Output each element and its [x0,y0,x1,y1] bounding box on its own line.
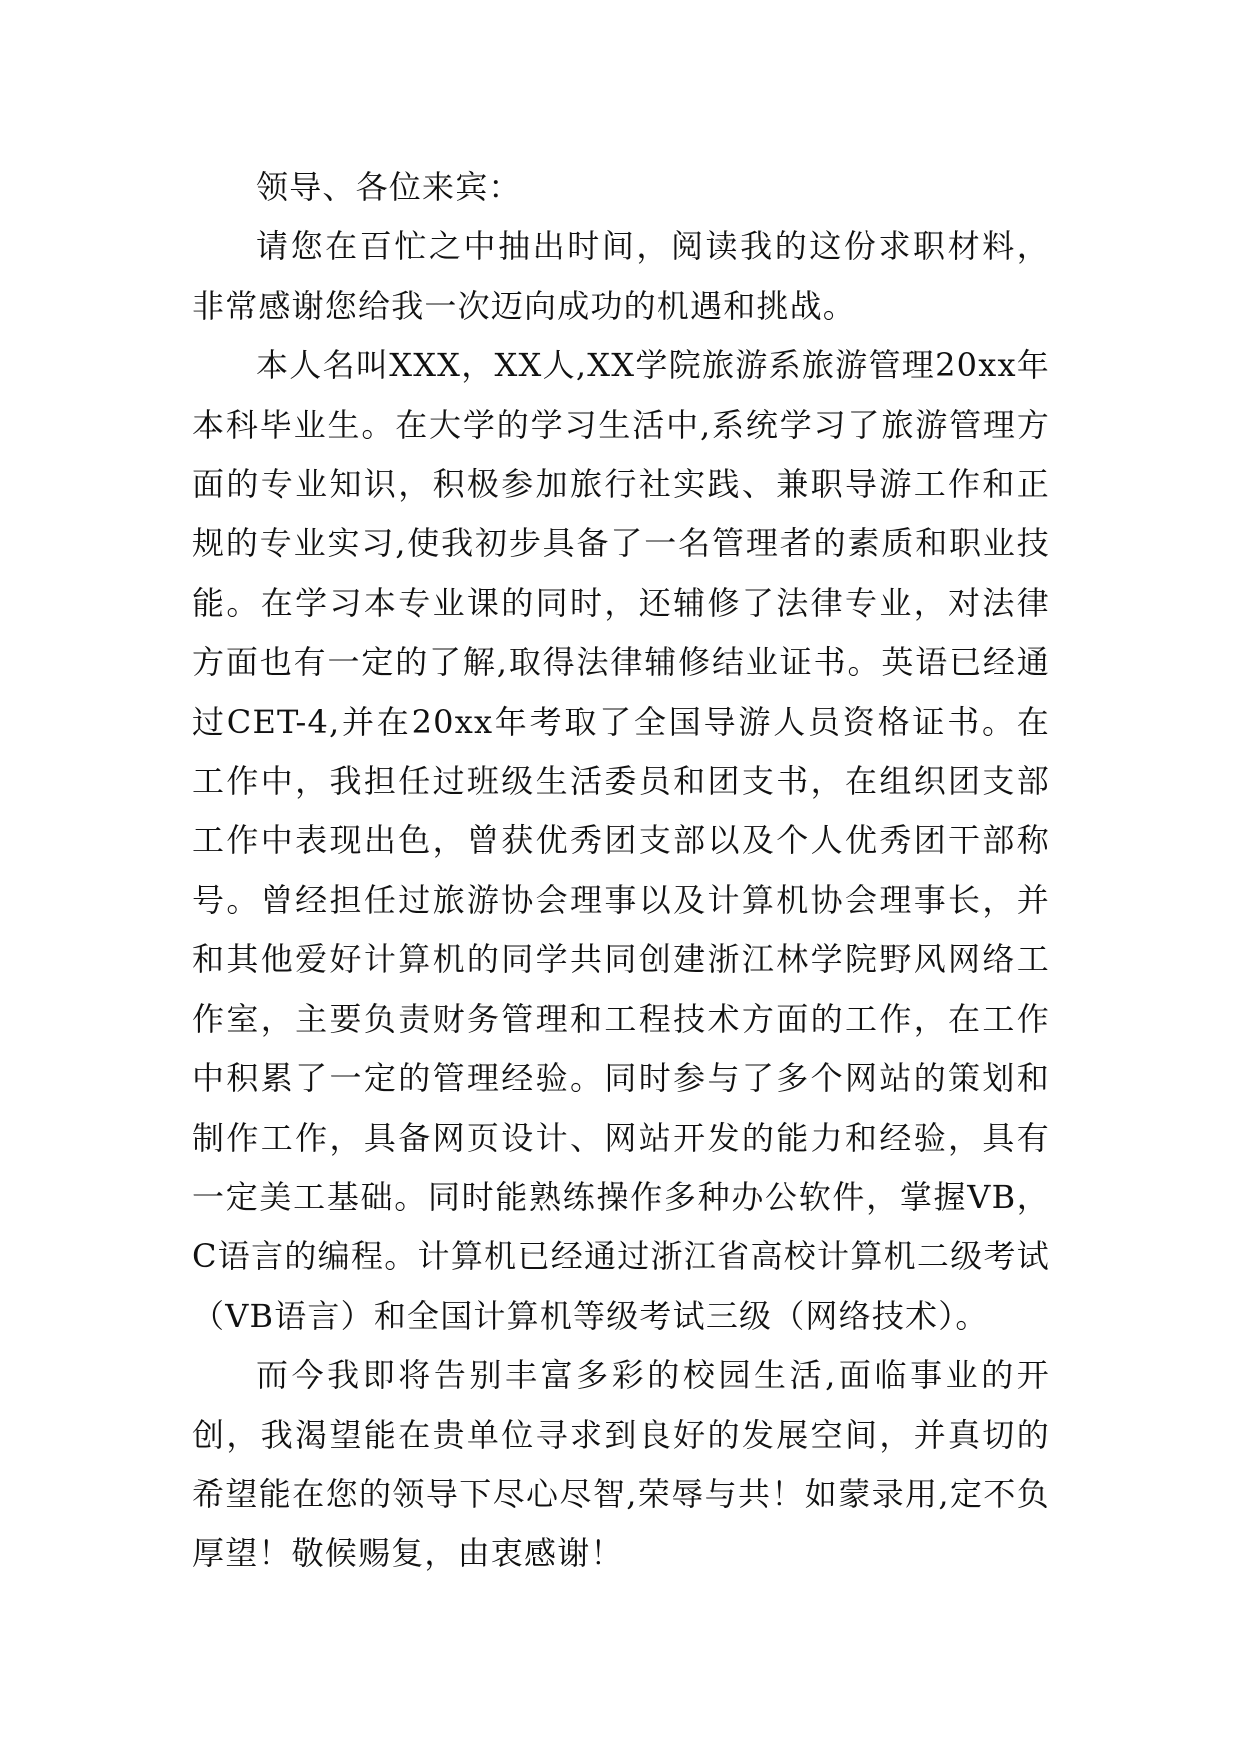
paragraph-closing: 而今我即将告别丰富多彩的校园生活,面临事业的开创，我渴望能在贵单位寻求到良好的发展空间，并真切的希望能在您的领导下尽心尽智,荣辱与共！如蒙录用,定不负厚望！敬候赐复，由衷感谢！ [192,1356,1050,1573]
paragraph-gratitude: 请您在百忙之中抽出时间，阅读我的这份求职材料，非常感谢您给我一次迈向成功的机遇和挑战。 [192,227,1050,325]
salutation: 领导、各位来宾： [256,168,522,206]
paragraph-self-introduction: 本人名叫XXX，XX人,XX学院旅游系旅游管理20xx年本科毕业生。在大学的学习生活中,系统学习了旅游管理方面的专业知识，积极参加旅行社实践、兼职导游工作和正规的专业实习,使我初步具备了一名管理者的素质和职业技能。在学习本专业课的同时，还辅修了法律专业，对法律方面也有一定的了解,取得法律辅修结业证书。英语已经通过CET-4,并在20xx年考取了全国导游人员资格证书。在工作中，我担任过班级生活委员和团支书，在组织团支部工作中表现出色，曾获优秀团支部以及个人优秀团干部称号。曾经担任过旅游协会理事以及计算机协会理事长，并和其他爱好计算机的同学共同创建浙江林学院野风网络工作室，主要负责财务管理和工程技术方面的工作，在工作中积累了一定的管理经验。同时参与了多个网站的策划和制作工作，具备网页设计、网站开发的能力和经验，具有一定美工基础。同时能熟练操作多种办公软件，掌握VB，C语言的编程。计算机已经通过浙江省高校计算机二级考试（VB语言）和全国计算机等级考试三级（网络技术）。 [192,346,1050,1335]
cover-letter [192,158,1050,1584]
